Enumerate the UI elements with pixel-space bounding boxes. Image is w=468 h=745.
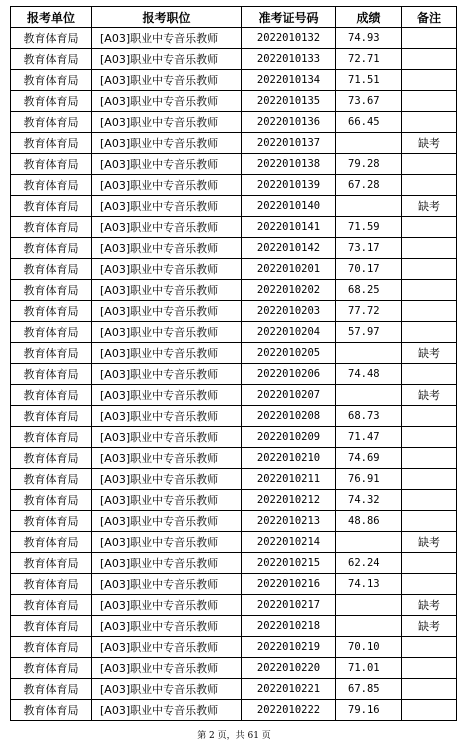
- post-cell: [A03]职业中专音乐教师: [92, 280, 242, 301]
- note-cell: [402, 259, 457, 280]
- exam-number-cell: 2022010135: [242, 91, 336, 112]
- table-row: [11, 154, 457, 175]
- score-cell: [336, 133, 402, 154]
- post-cell: [A03]职业中专音乐教师: [92, 532, 242, 553]
- score-cell: 74.93: [336, 28, 402, 49]
- table-row: [11, 595, 457, 616]
- table-row: [11, 616, 457, 637]
- unit-cell: 教育体育局: [11, 385, 92, 406]
- score-cell: 74.32: [336, 490, 402, 511]
- exam-number-cell: 2022010221: [242, 679, 336, 700]
- table-row: [11, 196, 457, 217]
- note-cell: [402, 511, 457, 532]
- exam-number-cell: 2022010137: [242, 133, 336, 154]
- table-row: [11, 385, 457, 406]
- note-cell: 缺考: [402, 385, 457, 406]
- note-cell: [402, 427, 457, 448]
- unit-cell: 教育体育局: [11, 532, 92, 553]
- table-row: [11, 511, 457, 532]
- table-row: [11, 637, 457, 658]
- unit-cell: 教育体育局: [11, 91, 92, 112]
- post-cell: [A03]职业中专音乐教师: [92, 112, 242, 133]
- header-unit: 报考单位: [11, 7, 92, 28]
- unit-cell: 教育体育局: [11, 616, 92, 637]
- exam-number-cell: 2022010217: [242, 595, 336, 616]
- score-cell: 74.48: [336, 364, 402, 385]
- header-exam-number: 准考证号码: [242, 7, 336, 28]
- post-cell: [A03]职业中专音乐教师: [92, 343, 242, 364]
- post-cell: [A03]职业中专音乐教师: [92, 448, 242, 469]
- post-cell: [A03]职业中专音乐教师: [92, 406, 242, 427]
- exam-number-cell: 2022010136: [242, 112, 336, 133]
- unit-cell: 教育体育局: [11, 28, 92, 49]
- table-row: [11, 112, 457, 133]
- score-cell: 72.71: [336, 49, 402, 70]
- table-row: [11, 658, 457, 679]
- unit-cell: 教育体育局: [11, 217, 92, 238]
- exam-number-cell: 2022010222: [242, 700, 336, 721]
- unit-cell: 教育体育局: [11, 259, 92, 280]
- unit-cell: 教育体育局: [11, 637, 92, 658]
- score-cell: 79.28: [336, 154, 402, 175]
- note-cell: [402, 91, 457, 112]
- unit-cell: 教育体育局: [11, 49, 92, 70]
- unit-cell: 教育体育局: [11, 574, 92, 595]
- exam-number-cell: 2022010210: [242, 448, 336, 469]
- score-cell: [336, 196, 402, 217]
- post-cell: [A03]职业中专音乐教师: [92, 175, 242, 196]
- note-cell: [402, 469, 457, 490]
- table-row: [11, 238, 457, 259]
- table-row: [11, 532, 457, 553]
- score-cell: 70.10: [336, 637, 402, 658]
- unit-cell: 教育体育局: [11, 448, 92, 469]
- unit-cell: 教育体育局: [11, 343, 92, 364]
- exam-number-cell: 2022010142: [242, 238, 336, 259]
- score-cell: 79.16: [336, 700, 402, 721]
- exam-number-cell: 2022010220: [242, 658, 336, 679]
- exam-number-cell: 2022010140: [242, 196, 336, 217]
- post-cell: [A03]职业中专音乐教师: [92, 49, 242, 70]
- score-cell: 71.59: [336, 217, 402, 238]
- exam-number-cell: 2022010204: [242, 322, 336, 343]
- post-cell: [A03]职业中专音乐教师: [92, 574, 242, 595]
- exam-number-cell: 2022010138: [242, 154, 336, 175]
- post-cell: [A03]职业中专音乐教师: [92, 490, 242, 511]
- table-row: [11, 679, 457, 700]
- unit-cell: 教育体育局: [11, 322, 92, 343]
- score-cell: 73.67: [336, 91, 402, 112]
- note-cell: [402, 28, 457, 49]
- note-cell: 缺考: [402, 343, 457, 364]
- unit-cell: 教育体育局: [11, 658, 92, 679]
- unit-cell: 教育体育局: [11, 175, 92, 196]
- score-cell: 76.91: [336, 469, 402, 490]
- post-cell: [A03]职业中专音乐教师: [92, 679, 242, 700]
- exam-number-cell: 2022010206: [242, 364, 336, 385]
- unit-cell: 教育体育局: [11, 406, 92, 427]
- score-cell: 66.45: [336, 112, 402, 133]
- exam-number-cell: 2022010218: [242, 616, 336, 637]
- post-cell: [A03]职业中专音乐教师: [92, 637, 242, 658]
- note-cell: [402, 406, 457, 427]
- unit-cell: 教育体育局: [11, 595, 92, 616]
- score-cell: [336, 343, 402, 364]
- note-cell: [402, 154, 457, 175]
- note-cell: [402, 637, 457, 658]
- exam-number-cell: 2022010139: [242, 175, 336, 196]
- unit-cell: 教育体育局: [11, 70, 92, 91]
- post-cell: [A03]职业中专音乐教师: [92, 511, 242, 532]
- post-cell: [A03]职业中专音乐教师: [92, 385, 242, 406]
- score-cell: [336, 385, 402, 406]
- post-cell: [A03]职业中专音乐教师: [92, 595, 242, 616]
- post-cell: [A03]职业中专音乐教师: [92, 154, 242, 175]
- note-cell: [402, 448, 457, 469]
- unit-cell: 教育体育局: [11, 427, 92, 448]
- note-cell: [402, 322, 457, 343]
- note-cell: 缺考: [402, 532, 457, 553]
- note-cell: [402, 238, 457, 259]
- table-row: [11, 448, 457, 469]
- exam-number-cell: 2022010211: [242, 469, 336, 490]
- exam-number-cell: 2022010209: [242, 427, 336, 448]
- score-cell: 71.47: [336, 427, 402, 448]
- table-row: [11, 553, 457, 574]
- score-cell: 67.28: [336, 175, 402, 196]
- score-cell: 71.01: [336, 658, 402, 679]
- post-cell: [A03]职业中专音乐教师: [92, 133, 242, 154]
- table-row: [11, 490, 457, 511]
- post-cell: [A03]职业中专音乐教师: [92, 259, 242, 280]
- post-cell: [A03]职业中专音乐教师: [92, 301, 242, 322]
- score-cell: [336, 532, 402, 553]
- note-cell: [402, 658, 457, 679]
- post-cell: [A03]职业中专音乐教师: [92, 553, 242, 574]
- header-row: [11, 7, 457, 28]
- unit-cell: 教育体育局: [11, 238, 92, 259]
- score-cell: 74.13: [336, 574, 402, 595]
- score-cell: 70.17: [336, 259, 402, 280]
- post-cell: [A03]职业中专音乐教师: [92, 196, 242, 217]
- table-row: [11, 259, 457, 280]
- header-note: 备注: [402, 7, 457, 28]
- score-cell: 57.97: [336, 322, 402, 343]
- note-cell: [402, 280, 457, 301]
- score-cell: [336, 616, 402, 637]
- exam-number-cell: 2022010216: [242, 574, 336, 595]
- note-cell: 缺考: [402, 196, 457, 217]
- table-row: [11, 406, 457, 427]
- table-row: [11, 322, 457, 343]
- note-cell: [402, 700, 457, 721]
- unit-cell: 教育体育局: [11, 280, 92, 301]
- unit-cell: 教育体育局: [11, 154, 92, 175]
- table-row: [11, 133, 457, 154]
- exam-number-cell: 2022010203: [242, 301, 336, 322]
- table-row: [11, 700, 457, 721]
- unit-cell: 教育体育局: [11, 469, 92, 490]
- header-score: 成绩: [336, 7, 402, 28]
- score-cell: 68.73: [336, 406, 402, 427]
- note-cell: [402, 49, 457, 70]
- exam-number-cell: 2022010219: [242, 637, 336, 658]
- table-row: [11, 91, 457, 112]
- unit-cell: 教育体育局: [11, 553, 92, 574]
- unit-cell: 教育体育局: [11, 364, 92, 385]
- note-cell: [402, 175, 457, 196]
- table-row: [11, 301, 457, 322]
- score-cell: 67.85: [336, 679, 402, 700]
- table-row: [11, 175, 457, 196]
- exam-number-cell: 2022010205: [242, 343, 336, 364]
- note-cell: [402, 70, 457, 91]
- exam-number-cell: 2022010214: [242, 532, 336, 553]
- score-cell: 74.69: [336, 448, 402, 469]
- page-footer: 第 2 页，共 61 页: [197, 731, 271, 741]
- score-table: [10, 6, 457, 721]
- unit-cell: 教育体育局: [11, 490, 92, 511]
- post-cell: [A03]职业中专音乐教师: [92, 217, 242, 238]
- table-row: [11, 427, 457, 448]
- note-cell: 缺考: [402, 616, 457, 637]
- note-cell: [402, 112, 457, 133]
- table-row: [11, 49, 457, 70]
- note-cell: [402, 217, 457, 238]
- table-row: [11, 574, 457, 595]
- exam-number-cell: 2022010133: [242, 49, 336, 70]
- table-row: [11, 364, 457, 385]
- exam-number-cell: 2022010207: [242, 385, 336, 406]
- table-body: [11, 28, 457, 721]
- score-cell: 62.24: [336, 553, 402, 574]
- exam-number-cell: 2022010212: [242, 490, 336, 511]
- unit-cell: 教育体育局: [11, 301, 92, 322]
- post-cell: [A03]职业中专音乐教师: [92, 364, 242, 385]
- post-cell: [A03]职业中专音乐教师: [92, 700, 242, 721]
- post-cell: [A03]职业中专音乐教师: [92, 91, 242, 112]
- exam-number-cell: 2022010134: [242, 70, 336, 91]
- score-cell: [336, 595, 402, 616]
- score-cell: 71.51: [336, 70, 402, 91]
- note-cell: [402, 574, 457, 595]
- exam-number-cell: 2022010132: [242, 28, 336, 49]
- note-cell: 缺考: [402, 595, 457, 616]
- table-row: [11, 280, 457, 301]
- score-cell: 73.17: [336, 238, 402, 259]
- unit-cell: 教育体育局: [11, 133, 92, 154]
- unit-cell: 教育体育局: [11, 196, 92, 217]
- table-row: [11, 70, 457, 91]
- post-cell: [A03]职业中专音乐教师: [92, 427, 242, 448]
- post-cell: [A03]职业中专音乐教师: [92, 70, 242, 91]
- post-cell: [A03]职业中专音乐教师: [92, 469, 242, 490]
- exam-number-cell: 2022010201: [242, 259, 336, 280]
- post-cell: [A03]职业中专音乐教师: [92, 238, 242, 259]
- score-cell: 48.86: [336, 511, 402, 532]
- unit-cell: 教育体育局: [11, 679, 92, 700]
- table-row: [11, 343, 457, 364]
- table-row: [11, 217, 457, 238]
- exam-number-cell: 2022010208: [242, 406, 336, 427]
- exam-number-cell: 2022010202: [242, 280, 336, 301]
- note-cell: [402, 553, 457, 574]
- note-cell: [402, 301, 457, 322]
- exam-number-cell: 2022010213: [242, 511, 336, 532]
- table-row: [11, 28, 457, 49]
- score-cell: 77.72: [336, 301, 402, 322]
- post-cell: [A03]职业中专音乐教师: [92, 322, 242, 343]
- note-cell: [402, 490, 457, 511]
- note-cell: [402, 679, 457, 700]
- score-cell: 68.25: [336, 280, 402, 301]
- note-cell: [402, 364, 457, 385]
- unit-cell: 教育体育局: [11, 511, 92, 532]
- exam-number-cell: 2022010215: [242, 553, 336, 574]
- exam-number-cell: 2022010141: [242, 217, 336, 238]
- unit-cell: 教育体育局: [11, 112, 92, 133]
- note-cell: 缺考: [402, 133, 457, 154]
- unit-cell: 教育体育局: [11, 700, 92, 721]
- table-header: [11, 7, 457, 28]
- table-row: [11, 469, 457, 490]
- header-post: 报考职位: [92, 7, 242, 28]
- post-cell: [A03]职业中专音乐教师: [92, 658, 242, 679]
- post-cell: [A03]职业中专音乐教师: [92, 28, 242, 49]
- post-cell: [A03]职业中专音乐教师: [92, 616, 242, 637]
